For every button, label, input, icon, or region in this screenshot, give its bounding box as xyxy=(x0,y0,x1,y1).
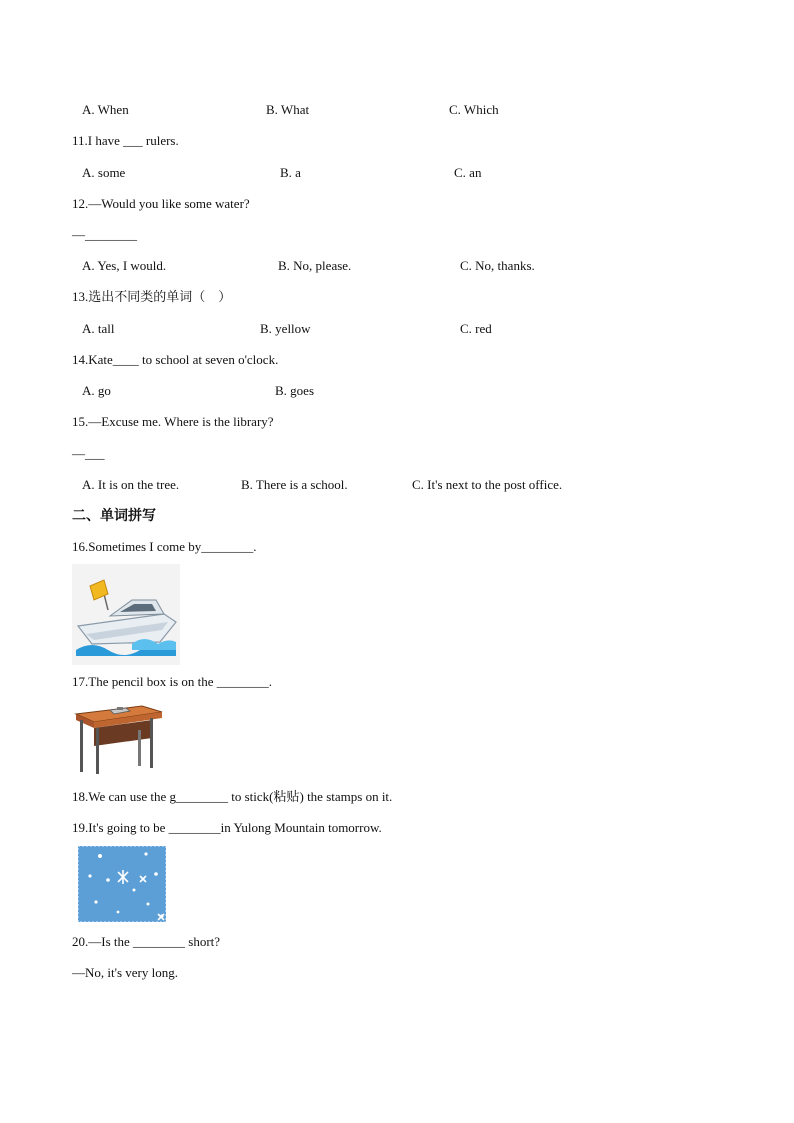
desk-icon xyxy=(72,700,164,776)
question-20: 20.—Is the ________ short? xyxy=(72,934,221,949)
q14-option-a: A. go xyxy=(82,383,111,398)
question-14: 14.Kate____ to school at seven o'clock. xyxy=(72,352,279,367)
question-18: 18.We can use the g________ to stick(粘贴) the stamps on it. xyxy=(72,789,393,804)
boat-icon xyxy=(72,564,180,665)
q15-answer-line: —___ xyxy=(72,446,105,461)
q13-option-c: C. red xyxy=(460,321,492,336)
q13-option-b: B. yellow xyxy=(260,321,311,336)
q12-option-a: A. Yes, I would. xyxy=(82,258,167,273)
question-16: 16.Sometimes I come by________. xyxy=(72,539,257,554)
q10-option-a: A. When xyxy=(82,102,129,117)
q15-option-c: C. It's next to the post office. xyxy=(412,477,563,492)
q12-option-b: B. No, please. xyxy=(278,258,352,273)
q10-option-b: B. What xyxy=(266,102,310,117)
desk-picture xyxy=(72,700,164,776)
q14-option-b: B. goes xyxy=(275,383,314,398)
q12-option-c: C. No, thanks. xyxy=(460,258,535,273)
q12-answer-line: —________ xyxy=(72,227,137,242)
question-15: 15.—Excuse me. Where is the library? xyxy=(72,414,274,429)
q20-reply: —No, it's very long. xyxy=(72,965,178,980)
question-12: 12.—Would you like some water? xyxy=(72,196,250,211)
q15-option-b: B. There is a school. xyxy=(241,477,348,492)
q11-option-a: A. some xyxy=(82,165,126,180)
q11-option-c: C. an xyxy=(454,165,482,180)
section-heading: 二、单词拼写 xyxy=(72,508,156,524)
question-17: 17.The pencil box is on the ________. xyxy=(72,674,273,689)
question-13: 13.选出不同类的单词（ ） xyxy=(72,289,232,304)
q10-option-c: C. Which xyxy=(449,102,499,117)
question-19: 19.It's going to be ________in Yulong Mountain tomorrow. xyxy=(72,820,382,835)
snow-picture xyxy=(78,846,166,922)
q15-option-a: A. It is on the tree. xyxy=(82,477,180,492)
q11-option-b: B. a xyxy=(280,165,301,180)
boat-picture xyxy=(72,564,180,665)
q13-option-a: A. tall xyxy=(82,321,115,336)
snowflake-icon xyxy=(78,846,166,922)
question-11: 11.I have ___ rulers. xyxy=(72,133,179,148)
